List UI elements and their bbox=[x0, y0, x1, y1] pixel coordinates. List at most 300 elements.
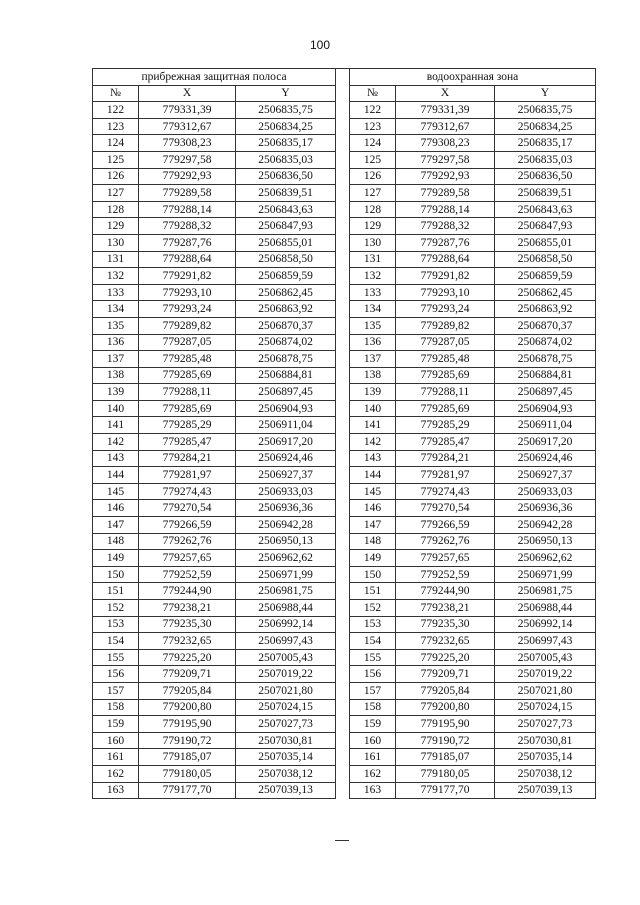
point-number-cell: 131 bbox=[93, 251, 139, 268]
table-row bbox=[350, 666, 596, 683]
column-header-number: № bbox=[350, 85, 396, 102]
point-number-cell: 133 bbox=[93, 284, 139, 301]
point-number-cell: 161 bbox=[93, 749, 139, 766]
table-row bbox=[350, 102, 596, 119]
coord-y-cell: 2506988,44 bbox=[495, 600, 596, 617]
point-number-cell: 122 bbox=[350, 102, 396, 119]
point-number-cell: 154 bbox=[350, 633, 396, 650]
coord-y-cell: 2506942,28 bbox=[236, 517, 336, 534]
coord-x-cell: 779285,47 bbox=[139, 434, 236, 451]
coord-x-cell: 779252,59 bbox=[396, 566, 495, 583]
table-row bbox=[350, 417, 596, 434]
column-header-x: X bbox=[139, 85, 236, 102]
coord-x-cell: 779285,29 bbox=[396, 417, 495, 434]
coord-x-cell: 779270,54 bbox=[396, 500, 495, 517]
table-row bbox=[93, 500, 336, 517]
table-row bbox=[93, 716, 336, 733]
coord-x-cell: 779195,90 bbox=[396, 716, 495, 733]
table-row bbox=[350, 301, 596, 318]
table-row bbox=[93, 234, 336, 251]
table-row bbox=[93, 699, 336, 716]
coord-y-cell: 2506962,62 bbox=[495, 550, 596, 567]
point-number-cell: 129 bbox=[93, 218, 139, 235]
table-row bbox=[93, 201, 336, 218]
coord-x-cell: 779281,97 bbox=[139, 467, 236, 484]
table-row bbox=[93, 483, 336, 500]
point-number-cell: 159 bbox=[93, 716, 139, 733]
table-row bbox=[350, 500, 596, 517]
table-row bbox=[350, 600, 596, 617]
coord-y-cell: 2507030,81 bbox=[236, 732, 336, 749]
coord-y-cell: 2506904,93 bbox=[236, 400, 336, 417]
coord-y-cell: 2506884,81 bbox=[236, 367, 336, 384]
coord-x-cell: 779225,20 bbox=[139, 649, 236, 666]
coord-x-cell: 779285,29 bbox=[139, 417, 236, 434]
point-number-cell: 156 bbox=[93, 666, 139, 683]
table-row bbox=[93, 334, 336, 351]
table-row bbox=[93, 384, 336, 401]
coord-y-cell: 2506950,13 bbox=[495, 533, 596, 550]
page-number: 100 bbox=[309, 38, 331, 52]
coord-y-cell: 2506904,93 bbox=[495, 400, 596, 417]
table-row bbox=[350, 782, 596, 799]
coord-x-cell: 779244,90 bbox=[139, 583, 236, 600]
coord-y-cell: 2506863,92 bbox=[495, 301, 596, 318]
coord-y-cell: 2507021,80 bbox=[236, 682, 336, 699]
table-row bbox=[350, 118, 596, 135]
point-number-cell: 150 bbox=[93, 566, 139, 583]
coord-x-cell: 779285,69 bbox=[139, 367, 236, 384]
point-number-cell: 158 bbox=[350, 699, 396, 716]
coord-y-cell: 2506981,75 bbox=[495, 583, 596, 600]
table-row bbox=[350, 284, 596, 301]
point-number-cell: 141 bbox=[93, 417, 139, 434]
table-row bbox=[350, 550, 596, 567]
coord-y-cell: 2506917,20 bbox=[495, 434, 596, 451]
point-number-cell: 152 bbox=[350, 600, 396, 617]
coord-x-cell: 779266,59 bbox=[139, 517, 236, 534]
coord-x-cell: 779285,69 bbox=[396, 367, 495, 384]
coord-y-cell: 2506874,02 bbox=[236, 334, 336, 351]
table-row bbox=[350, 434, 596, 451]
coord-x-cell: 779297,58 bbox=[396, 151, 495, 168]
coord-y-cell: 2506863,92 bbox=[236, 301, 336, 318]
point-number-cell: 158 bbox=[93, 699, 139, 716]
table-row bbox=[350, 483, 596, 500]
table-row bbox=[93, 367, 336, 384]
table-row bbox=[93, 517, 336, 534]
point-number-cell: 122 bbox=[93, 102, 139, 119]
coord-y-cell: 2506942,28 bbox=[495, 517, 596, 534]
point-number-cell: 159 bbox=[350, 716, 396, 733]
point-number-cell: 143 bbox=[93, 450, 139, 467]
point-number-cell: 148 bbox=[93, 533, 139, 550]
coord-y-cell: 2506835,75 bbox=[236, 102, 336, 119]
coord-y-cell: 2506836,50 bbox=[495, 168, 596, 185]
point-number-cell: 138 bbox=[350, 367, 396, 384]
table-row bbox=[93, 301, 336, 318]
coord-y-cell: 2506862,45 bbox=[236, 284, 336, 301]
coord-x-cell: 779284,21 bbox=[396, 450, 495, 467]
point-number-cell: 123 bbox=[93, 118, 139, 135]
point-number-cell: 143 bbox=[350, 450, 396, 467]
coord-y-cell: 2506927,37 bbox=[495, 467, 596, 484]
table-row bbox=[93, 749, 336, 766]
coord-y-cell: 2506855,01 bbox=[236, 234, 336, 251]
table-row bbox=[350, 649, 596, 666]
coord-y-cell: 2507030,81 bbox=[495, 732, 596, 749]
coord-y-cell: 2506847,93 bbox=[495, 218, 596, 235]
point-number-cell: 125 bbox=[93, 151, 139, 168]
table-row bbox=[350, 351, 596, 368]
table-row bbox=[350, 699, 596, 716]
point-number-cell: 151 bbox=[350, 583, 396, 600]
coord-x-cell: 779285,69 bbox=[139, 400, 236, 417]
table-row bbox=[350, 317, 596, 334]
point-number-cell: 126 bbox=[93, 168, 139, 185]
table-row bbox=[93, 732, 336, 749]
point-number-cell: 162 bbox=[93, 765, 139, 782]
coord-y-cell: 2506859,59 bbox=[236, 268, 336, 285]
table-row bbox=[350, 367, 596, 384]
point-number-cell: 126 bbox=[350, 168, 396, 185]
table-row bbox=[93, 649, 336, 666]
table-row bbox=[93, 151, 336, 168]
point-number-cell: 163 bbox=[350, 782, 396, 799]
coord-y-cell: 2506858,50 bbox=[236, 251, 336, 268]
coord-y-cell: 2506834,25 bbox=[236, 118, 336, 135]
point-number-cell: 123 bbox=[350, 118, 396, 135]
table-row bbox=[93, 450, 336, 467]
coord-x-cell: 779180,05 bbox=[139, 765, 236, 782]
point-number-cell: 132 bbox=[93, 268, 139, 285]
coord-x-cell: 779190,72 bbox=[396, 732, 495, 749]
point-number-cell: 137 bbox=[93, 351, 139, 368]
coord-x-cell: 779308,23 bbox=[396, 135, 495, 152]
coord-y-cell: 2506988,44 bbox=[236, 600, 336, 617]
coord-y-cell: 2507019,22 bbox=[236, 666, 336, 683]
point-number-cell: 153 bbox=[93, 616, 139, 633]
table-row bbox=[93, 765, 336, 782]
table-row bbox=[350, 682, 596, 699]
table-title: прибрежная защитная полоса bbox=[93, 69, 336, 86]
coord-x-cell: 779308,23 bbox=[139, 135, 236, 152]
coord-x-cell: 779292,93 bbox=[139, 168, 236, 185]
coord-x-cell: 779225,20 bbox=[396, 649, 495, 666]
point-number-cell: 150 bbox=[350, 566, 396, 583]
coord-x-cell: 779257,65 bbox=[396, 550, 495, 567]
coord-y-cell: 2506878,75 bbox=[495, 351, 596, 368]
table-row bbox=[350, 334, 596, 351]
table-row bbox=[93, 566, 336, 583]
table-row bbox=[350, 765, 596, 782]
point-number-cell: 155 bbox=[350, 649, 396, 666]
coord-y-cell: 2507019,22 bbox=[495, 666, 596, 683]
point-number-cell: 139 bbox=[93, 384, 139, 401]
table-row bbox=[93, 666, 336, 683]
coord-x-cell: 779331,39 bbox=[139, 102, 236, 119]
coord-x-cell: 779285,69 bbox=[396, 400, 495, 417]
coord-y-cell: 2506992,14 bbox=[236, 616, 336, 633]
coord-x-cell: 779205,84 bbox=[396, 682, 495, 699]
table-row bbox=[93, 550, 336, 567]
coord-x-cell: 779293,24 bbox=[396, 301, 495, 318]
point-number-cell: 130 bbox=[350, 234, 396, 251]
coord-x-cell: 779288,11 bbox=[139, 384, 236, 401]
point-number-cell: 145 bbox=[350, 483, 396, 500]
point-number-cell: 136 bbox=[93, 334, 139, 351]
table-row bbox=[350, 716, 596, 733]
coord-x-cell: 779293,10 bbox=[396, 284, 495, 301]
coord-y-cell: 2506843,63 bbox=[236, 201, 336, 218]
point-number-cell: 146 bbox=[350, 500, 396, 517]
coord-x-cell: 779291,82 bbox=[396, 268, 495, 285]
coord-y-cell: 2507024,15 bbox=[236, 699, 336, 716]
table-title: водоохранная зона bbox=[350, 69, 596, 86]
column-header-number: № bbox=[93, 85, 139, 102]
coord-x-cell: 779209,71 bbox=[139, 666, 236, 683]
point-number-cell: 128 bbox=[93, 201, 139, 218]
coord-x-cell: 779177,70 bbox=[396, 782, 495, 799]
point-number-cell: 135 bbox=[350, 317, 396, 334]
coord-y-cell: 2506933,03 bbox=[495, 483, 596, 500]
table-row bbox=[93, 118, 336, 135]
table-row bbox=[350, 749, 596, 766]
table-row bbox=[93, 168, 336, 185]
coord-y-cell: 2506917,20 bbox=[236, 434, 336, 451]
coord-x-cell: 779262,76 bbox=[396, 533, 495, 550]
coord-x-cell: 779331,39 bbox=[396, 102, 495, 119]
point-number-cell: 142 bbox=[93, 434, 139, 451]
table-row bbox=[93, 317, 336, 334]
coord-y-cell: 2506924,46 bbox=[236, 450, 336, 467]
table-row bbox=[93, 682, 336, 699]
coord-y-cell: 2506911,04 bbox=[495, 417, 596, 434]
coord-x-cell: 779289,58 bbox=[396, 185, 495, 202]
coord-x-cell: 779289,82 bbox=[396, 317, 495, 334]
coord-x-cell: 779232,65 bbox=[396, 633, 495, 650]
table-row bbox=[350, 517, 596, 534]
point-number-cell: 147 bbox=[93, 517, 139, 534]
point-number-cell: 151 bbox=[93, 583, 139, 600]
table-row bbox=[350, 251, 596, 268]
coord-x-cell: 779312,67 bbox=[396, 118, 495, 135]
point-number-cell: 149 bbox=[350, 550, 396, 567]
table-row bbox=[350, 583, 596, 600]
point-number-cell: 127 bbox=[350, 185, 396, 202]
coord-x-cell: 779200,80 bbox=[139, 699, 236, 716]
coord-y-cell: 2506836,50 bbox=[236, 168, 336, 185]
column-header-y: Y bbox=[236, 85, 336, 102]
coord-x-cell: 779287,76 bbox=[396, 234, 495, 251]
table-row bbox=[350, 151, 596, 168]
point-number-cell: 157 bbox=[93, 682, 139, 699]
point-number-cell: 163 bbox=[93, 782, 139, 799]
table-row bbox=[93, 251, 336, 268]
coord-x-cell: 779232,65 bbox=[139, 633, 236, 650]
coord-y-cell: 2506897,45 bbox=[495, 384, 596, 401]
table-row bbox=[93, 218, 336, 235]
point-number-cell: 157 bbox=[350, 682, 396, 699]
table-row bbox=[350, 185, 596, 202]
point-number-cell: 139 bbox=[350, 384, 396, 401]
point-number-cell: 131 bbox=[350, 251, 396, 268]
coastal-protection-strip-table bbox=[92, 68, 336, 799]
coord-y-cell: 2506835,17 bbox=[495, 135, 596, 152]
coord-y-cell: 2506834,25 bbox=[495, 118, 596, 135]
coord-x-cell: 779287,05 bbox=[396, 334, 495, 351]
coord-x-cell: 779291,82 bbox=[139, 268, 236, 285]
coord-y-cell: 2506874,02 bbox=[495, 334, 596, 351]
table-row bbox=[93, 633, 336, 650]
point-number-cell: 133 bbox=[350, 284, 396, 301]
coord-x-cell: 779288,64 bbox=[396, 251, 495, 268]
coord-y-cell: 2506897,45 bbox=[236, 384, 336, 401]
coord-x-cell: 779235,30 bbox=[396, 616, 495, 633]
coord-y-cell: 2506911,04 bbox=[236, 417, 336, 434]
coord-x-cell: 779252,59 bbox=[139, 566, 236, 583]
point-number-cell: 161 bbox=[350, 749, 396, 766]
coord-x-cell: 779262,76 bbox=[139, 533, 236, 550]
point-number-cell: 132 bbox=[350, 268, 396, 285]
coord-x-cell: 779289,58 bbox=[139, 185, 236, 202]
table-row bbox=[93, 600, 336, 617]
table-row bbox=[350, 168, 596, 185]
coord-y-cell: 2507039,13 bbox=[495, 782, 596, 799]
coord-x-cell: 779238,21 bbox=[396, 600, 495, 617]
point-number-cell: 145 bbox=[93, 483, 139, 500]
coord-y-cell: 2507005,43 bbox=[495, 649, 596, 666]
point-number-cell: 127 bbox=[93, 185, 139, 202]
coord-x-cell: 779281,97 bbox=[396, 467, 495, 484]
table-row bbox=[350, 234, 596, 251]
table-row bbox=[350, 467, 596, 484]
table-row bbox=[93, 135, 336, 152]
column-header-x: X bbox=[396, 85, 495, 102]
coord-x-cell: 779180,05 bbox=[396, 765, 495, 782]
coord-x-cell: 779285,47 bbox=[396, 434, 495, 451]
point-number-cell: 148 bbox=[350, 533, 396, 550]
coord-y-cell: 2506971,99 bbox=[236, 566, 336, 583]
coord-y-cell: 2506884,81 bbox=[495, 367, 596, 384]
point-number-cell: 135 bbox=[93, 317, 139, 334]
coord-x-cell: 779209,71 bbox=[396, 666, 495, 683]
point-number-cell: 140 bbox=[93, 400, 139, 417]
coord-y-cell: 2506950,13 bbox=[236, 533, 336, 550]
coord-y-cell: 2507024,15 bbox=[495, 699, 596, 716]
coord-y-cell: 2506997,43 bbox=[495, 633, 596, 650]
coord-x-cell: 779292,93 bbox=[396, 168, 495, 185]
table-row bbox=[93, 185, 336, 202]
table-separator bbox=[335, 68, 349, 841]
coord-y-cell: 2506933,03 bbox=[236, 483, 336, 500]
table-row bbox=[93, 351, 336, 368]
coord-y-cell: 2507027,73 bbox=[236, 716, 336, 733]
coord-x-cell: 779190,72 bbox=[139, 732, 236, 749]
coord-y-cell: 2506981,75 bbox=[236, 583, 336, 600]
point-number-cell: 149 bbox=[93, 550, 139, 567]
coord-x-cell: 779270,54 bbox=[139, 500, 236, 517]
coord-y-cell: 2507021,80 bbox=[495, 682, 596, 699]
coord-y-cell: 2506847,93 bbox=[236, 218, 336, 235]
coord-y-cell: 2506859,59 bbox=[495, 268, 596, 285]
coord-x-cell: 779285,48 bbox=[139, 351, 236, 368]
coord-x-cell: 779288,64 bbox=[139, 251, 236, 268]
column-header-y: Y bbox=[495, 85, 596, 102]
table-row bbox=[350, 533, 596, 550]
coord-y-cell: 2506962,62 bbox=[236, 550, 336, 567]
point-number-cell: 160 bbox=[350, 732, 396, 749]
table-row bbox=[93, 583, 336, 600]
table-row bbox=[93, 434, 336, 451]
point-number-cell: 154 bbox=[93, 633, 139, 650]
table-row bbox=[93, 102, 336, 119]
coord-x-cell: 779274,43 bbox=[396, 483, 495, 500]
point-number-cell: 137 bbox=[350, 351, 396, 368]
coord-x-cell: 779244,90 bbox=[396, 583, 495, 600]
coord-y-cell: 2507035,14 bbox=[236, 749, 336, 766]
coord-y-cell: 2506870,37 bbox=[495, 317, 596, 334]
point-number-cell: 124 bbox=[350, 135, 396, 152]
coord-y-cell: 2506971,99 bbox=[495, 566, 596, 583]
point-number-cell: 128 bbox=[350, 201, 396, 218]
coord-y-cell: 2506878,75 bbox=[236, 351, 336, 368]
coord-x-cell: 779177,70 bbox=[139, 782, 236, 799]
point-number-cell: 152 bbox=[93, 600, 139, 617]
coord-x-cell: 779312,67 bbox=[139, 118, 236, 135]
point-number-cell: 138 bbox=[93, 367, 139, 384]
point-number-cell: 129 bbox=[350, 218, 396, 235]
coord-x-cell: 779288,32 bbox=[139, 218, 236, 235]
point-number-cell: 134 bbox=[93, 301, 139, 318]
coord-x-cell: 779297,58 bbox=[139, 151, 236, 168]
coord-y-cell: 2507038,12 bbox=[495, 765, 596, 782]
coord-y-cell: 2506936,36 bbox=[236, 500, 336, 517]
point-number-cell: 144 bbox=[93, 467, 139, 484]
coord-x-cell: 779274,43 bbox=[139, 483, 236, 500]
coord-y-cell: 2506835,17 bbox=[236, 135, 336, 152]
table-row bbox=[93, 284, 336, 301]
coord-x-cell: 779266,59 bbox=[396, 517, 495, 534]
table-row bbox=[93, 467, 336, 484]
coord-y-cell: 2506839,51 bbox=[495, 185, 596, 202]
point-number-cell: 162 bbox=[350, 765, 396, 782]
coord-x-cell: 779195,90 bbox=[139, 716, 236, 733]
point-number-cell: 130 bbox=[93, 234, 139, 251]
point-number-cell: 160 bbox=[93, 732, 139, 749]
coord-x-cell: 779288,14 bbox=[396, 201, 495, 218]
coord-y-cell: 2506835,03 bbox=[495, 151, 596, 168]
coord-y-cell: 2507035,14 bbox=[495, 749, 596, 766]
coord-x-cell: 779293,10 bbox=[139, 284, 236, 301]
coord-y-cell: 2506835,03 bbox=[236, 151, 336, 168]
table-row bbox=[350, 384, 596, 401]
table-row bbox=[93, 268, 336, 285]
coord-y-cell: 2507005,43 bbox=[236, 649, 336, 666]
coord-y-cell: 2506835,75 bbox=[495, 102, 596, 119]
coord-y-cell: 2506924,46 bbox=[495, 450, 596, 467]
point-number-cell: 156 bbox=[350, 666, 396, 683]
point-number-cell: 141 bbox=[350, 417, 396, 434]
coord-x-cell: 779289,82 bbox=[139, 317, 236, 334]
coord-x-cell: 779285,48 bbox=[396, 351, 495, 368]
coord-x-cell: 779293,24 bbox=[139, 301, 236, 318]
table-row bbox=[350, 566, 596, 583]
coord-x-cell: 779284,21 bbox=[139, 450, 236, 467]
coord-y-cell: 2506839,51 bbox=[236, 185, 336, 202]
table-row bbox=[93, 533, 336, 550]
table-row bbox=[350, 201, 596, 218]
